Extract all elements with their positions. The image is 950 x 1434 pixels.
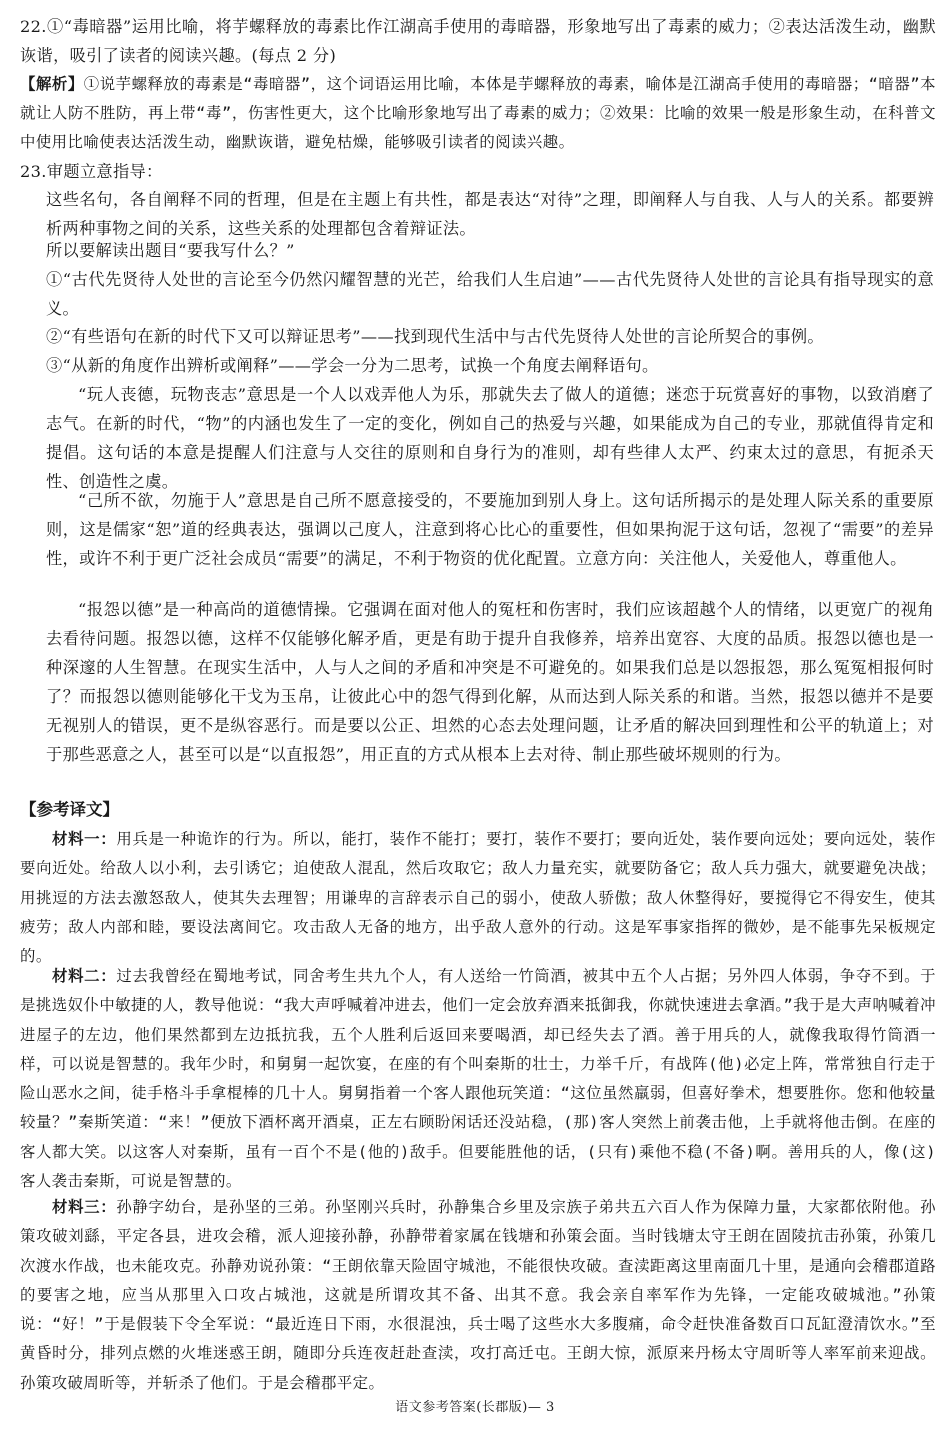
page-footer: 语文参考答案(长郡版)— 3 [395, 1400, 555, 1415]
q23-paragraph-3: “报怨以德”是一种高尚的道德情操。它强调在面对他人的冤枉和伤害时，我们应该超越个人的情绪，以更宽广的视角去看待问题。报怨以德，这样不仅能够化解矛盾，更是有助于提升自我修养，培养出宽容、大度的品质。报怨以德也是一种深邃的人生智慧。在现实生活中，人与人之间的矛盾和冲突是不可避免的。如果我们总是以怨报怨，那么冤冤相报何时了？而报怨以德则能够化干戈为玉帛，让彼此心中的怨气得到化解，从而达到人际关系的和谐。当然，报怨以德并不是要无视别人的错误，更不是纵容恶行。而是要以公正、坦然的心态去处理问题，让矛盾的解决回到理性和公平的轨道上；对于那些恶意之人，甚至可以是“以直报怨”，用正直的方式从根本上去对待、制止那些破坏规则的行为。 [46, 600, 934, 764]
analysis-label: 【解析】 [20, 75, 84, 93]
material-3 [20, 1193, 936, 1398]
q23-ask: 所以要解读出题目“要我写什么？” [46, 241, 295, 260]
q23-paragraph-2: “己所不欲，勿施于人”意思是自己所不愿意接受的，不要施加到别人身上。这句话所揭示的是处理人际关系的重要原则，这是儒家“恕”道的经典表达，强调以己度人，注意到将心比心的重要性，但如果拘泥于这句话，忽视了“需要”的差异性，或许不利于更广泛社会成员“需要”的满足，不利于物资的优化配置。立意方向：关注他人，关爱他人，尊重他人。 [46, 491, 934, 568]
material-1-text: 用兵是一种诡诈的行为。所以，能打，装作不能打；要打，装作不要打；要向近处，装作要向远处；要向远处，装作要向近处。给敌人以小利，去引诱它；迫使敌人混乱，然后攻取它；敌人力量充实，就要防备它；敌人兵力强大，就要避免决战；用挑逗的方法去激怒敌人，使其失去理智；用谦卑的言辞表示自己的弱小，使敌人骄傲；敌人休整得好，要搅得它不得安生，使其疲劳；敌人内部和睦，要设法离间它。攻击敌人无备的地方，出乎敌人意外的行动。这是军事家指挥的微妙，是不能事先呆板规定的。 [20, 830, 936, 966]
q23-intro: 这些名句，各自阐释不同的哲理，但是在主题上有共性，都是表达“对待”之理，即阐释人与自我、人与人的关系。都要辨析两种事物之间的关系，这些关系的处理都包含着辩证法。 [46, 190, 934, 238]
q23-paragraph-1: “玩人丧德，玩物丧志”意思是一个人以戏弄他人为乐，那就失去了做人的道德；迷恋于玩赏喜好的事物，以致消磨了志气。在新的时代，“物”的内涵也发生了一定的变化，例如自己的热爱与兴趣，如果能成为自己的专业，那就值得肯定和提倡。这句话的本意是提醒人们注意与人交往的原则和自身行为的准则，却有些律人太严、约束太过的意思，有扼杀天性、创造性之虞。 [46, 385, 934, 491]
q22-analysis [20, 70, 936, 157]
reference-translation-heading: 【参考译文】 [20, 800, 119, 819]
material-3-text: 孙静字幼台，是孙坚的三弟。孙坚刚兴兵时，孙静集合乡里及宗族子弟共五六百人作为保障力量，大家都依附他。孙策攻破刘繇，平定各县，进攻会稽，派人迎接孙静，孙静带着家属在钱塘和孙策会面。当时钱塘太守王朗在固陵抗击孙策，孙策几次渡水作战，也未能攻克。孙静劝说孙策：“王朗依靠天险固守城池，不能很快攻破。查渎距离这里南面几十里，是通向会稽郡道路的要害之地，应当从那里入口攻占城池，这就是所谓攻其不备、出其不意。我会亲自率军作为先锋，一定能攻破城池。”孙策说：“好！”于是假装下令全军说：“最近连日下雨，水很混浊，兵士喝了这些水大多腹痛，命令赶快准备数百口瓦缸澄清饮水。”至黄昏时分，排列点燃的火堆迷惑王朗，随即分兵连夜赶赴查渎，攻打高迁屯。王朗大惊，派原来丹杨太守周昕等人率军前来迎战。孙策攻破周昕等，并斩杀了他们。于是会稽郡平定。 [20, 1198, 936, 1392]
q22-answer: 22.①“毒暗器”运用比喻，将芋螺释放的毒素比作江湖高手使用的毒暗器，形象地写出了毒素的威力；②表达活泼生动，幽默诙谐，吸引了读者的阅读兴趣。(每点 2 分) [20, 17, 936, 65]
analysis-text: ①说芋螺释放的毒素是“毒暗器”，这个词语运用比喻，本体是芋螺释放的毒素，喻体是江湖高手使用的毒暗器；“暗器”本就让人防不胜防，再上带“毒”，伤害性更大，这个比喻形象地写出了毒素的威力；②效果：比喻的效果一般是形象生动，在科普文中使用比喻使表达活泼生动，幽默诙谐，避免枯燥，能够吸引读者的阅读兴趣。 [20, 75, 936, 151]
material-3-label: 材料三： [52, 1198, 117, 1216]
q23-point-1: ①“古代先贤待人处世的言论至今仍然闪耀智慧的光芒，给我们人生启迪”——古代先贤待人处世的言论具有指导现实的意义。 [46, 270, 934, 318]
material-1 [20, 825, 936, 971]
q23-heading: 23.审题立意指导： [20, 162, 163, 181]
material-2-text: 过去我曾经在蜀地考试，同舍考生共九个人，有人送给一竹筒酒，被其中五个人占据；另外四人体弱，争夺不到。于是挑选奴仆中敏捷的人，教导他说：“我大声呼喊着冲进去，他们一定会放弃酒来抵御我，你就快速进去拿酒。”我于是大声呐喊着冲进屋子的左边，他们果然都到左边抵抗我，五个人胜利后返回来要喝酒，却已经失去了酒。善于用兵的人，就像我取得竹筒酒一样，可以说是智慧的。我年少时，和舅舅一起饮宴，在座的有个叫秦斯的壮士，力举千斤，有战阵(他)必定上阵，常常独自行走于险山恶水之间，徒手格斗手拿棍棒的几十人。舅舅指着一个客人跟他玩笑道：“这位虽然羸弱，但喜好拳术，想要胜你。您和他较量较量？”秦斯笑道：“来！”便放下酒杯离开酒桌，正左右顾盼闲话还没站稳，(那)客人突然上前袭击他，上手就将他击倒。在座的客人都大笑。以这客人对秦斯，虽有一百个不是(他的)敌手。但要能胜他的话，(只有)乘他不稳(不备)啊。善用兵的人，像(这)客人袭击秦斯，可说是智慧的。 [20, 967, 936, 1191]
material-2-label: 材料二： [52, 967, 117, 985]
material-1-label: 材料一： [52, 830, 117, 848]
q23-point-3: ③“从新的角度作出辨析或阐释”——学会一分为二思考，试换一个角度去阐释语句。 [46, 356, 659, 375]
material-2 [20, 962, 936, 1196]
q23-point-2: ②“有些语句在新的时代下又可以辩证思考”——找到现代生活中与古代先贤待人处世的言论所契合的事例。 [46, 327, 824, 346]
